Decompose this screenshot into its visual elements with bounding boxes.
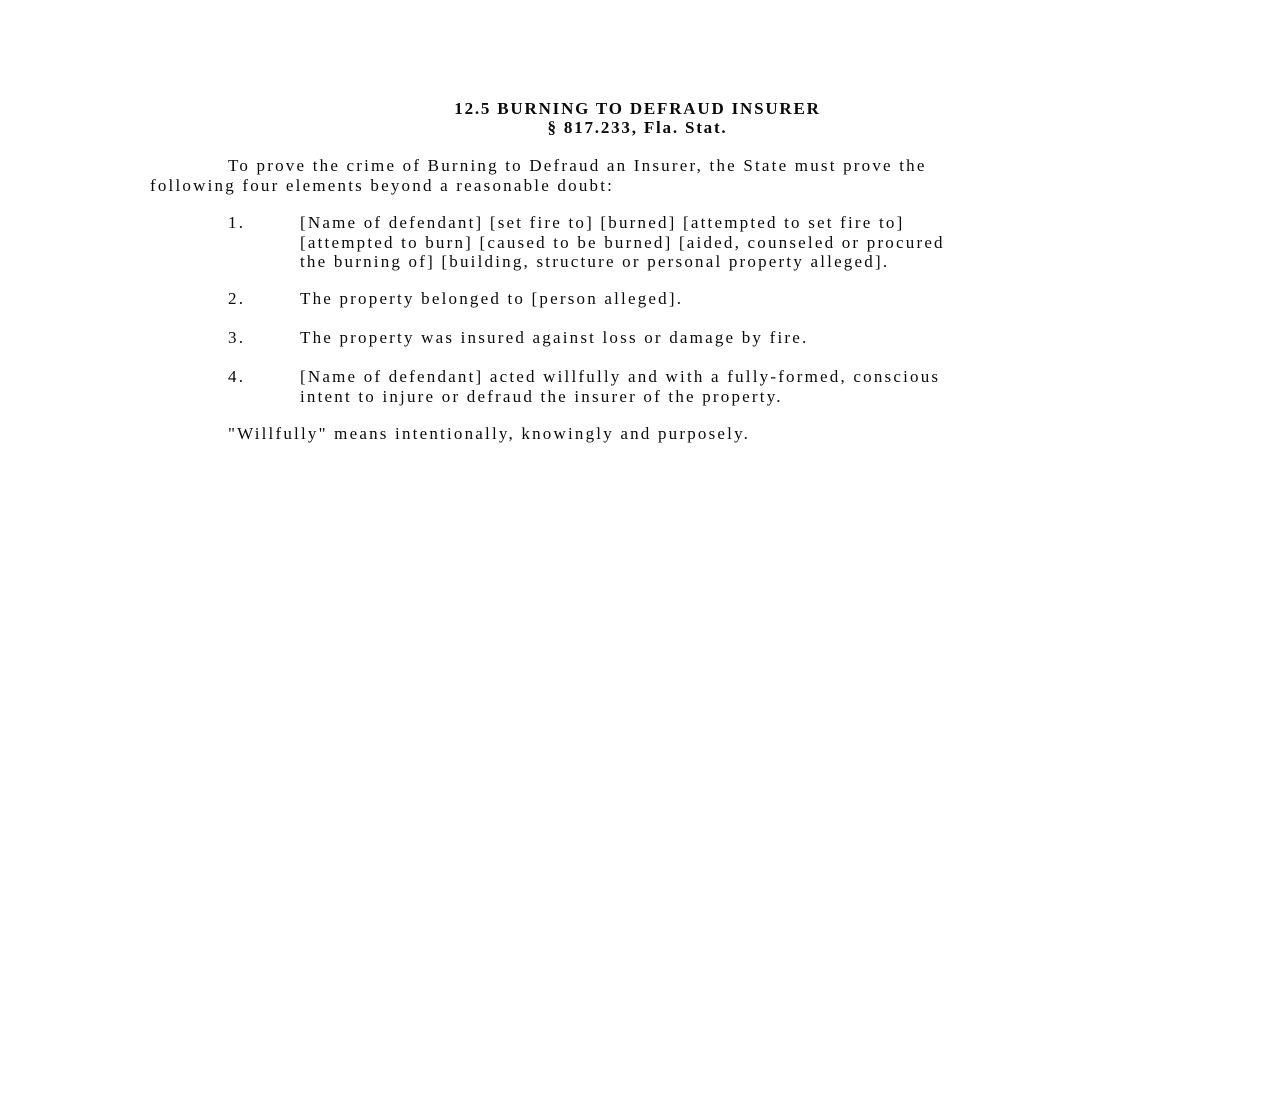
item-text-line: The property belonged to [person alleged]. <box>300 289 684 308</box>
title-heading: 12.5 BURNING TO DEFRAUD INSURER <box>454 99 821 118</box>
element-item-4 <box>228 367 1048 406</box>
item-number: 2. <box>228 289 246 308</box>
willfully-definition: "Willfully" means intentionally, knowingly and purposely. <box>228 424 751 443</box>
item-text-line: The property was insured against loss or damage by fire. <box>300 328 809 347</box>
item-text-line: intent to injure or defraud the insurer of the property. <box>300 386 783 406</box>
item-text-line: [attempted to burn] [caused to be burned] [aided, counseled or procured <box>300 232 945 252</box>
element-item-3 <box>228 328 1048 348</box>
document-title <box>0 99 1275 137</box>
item-text <box>300 367 1048 406</box>
statute-citation: § 817.233, Fla. Stat. <box>547 118 728 137</box>
intro-paragraph <box>150 156 1030 195</box>
item-text-line: [Name of defendant] acted willfully and with a fully-formed, conscious <box>300 367 941 386</box>
item-text-line: [Name of defendant] [set fire to] [burned] [attempted to set fire to] <box>300 213 905 232</box>
item-text-line: the burning of] [building, structure or personal property alleged]. <box>300 252 890 271</box>
element-item-1 <box>228 213 1048 272</box>
item-number: 1. <box>228 213 246 232</box>
item-text <box>300 213 1048 272</box>
intro-line: To prove the crime of Burning to Defraud an Insurer, the State must prove the <box>228 156 927 175</box>
item-text <box>300 289 1048 309</box>
element-item-2 <box>228 289 1048 309</box>
item-number: 4. <box>228 367 246 386</box>
intro-line: following four elements beyond a reasonable doubt: <box>150 175 615 195</box>
item-number: 3. <box>228 328 246 347</box>
item-text <box>300 328 1048 348</box>
